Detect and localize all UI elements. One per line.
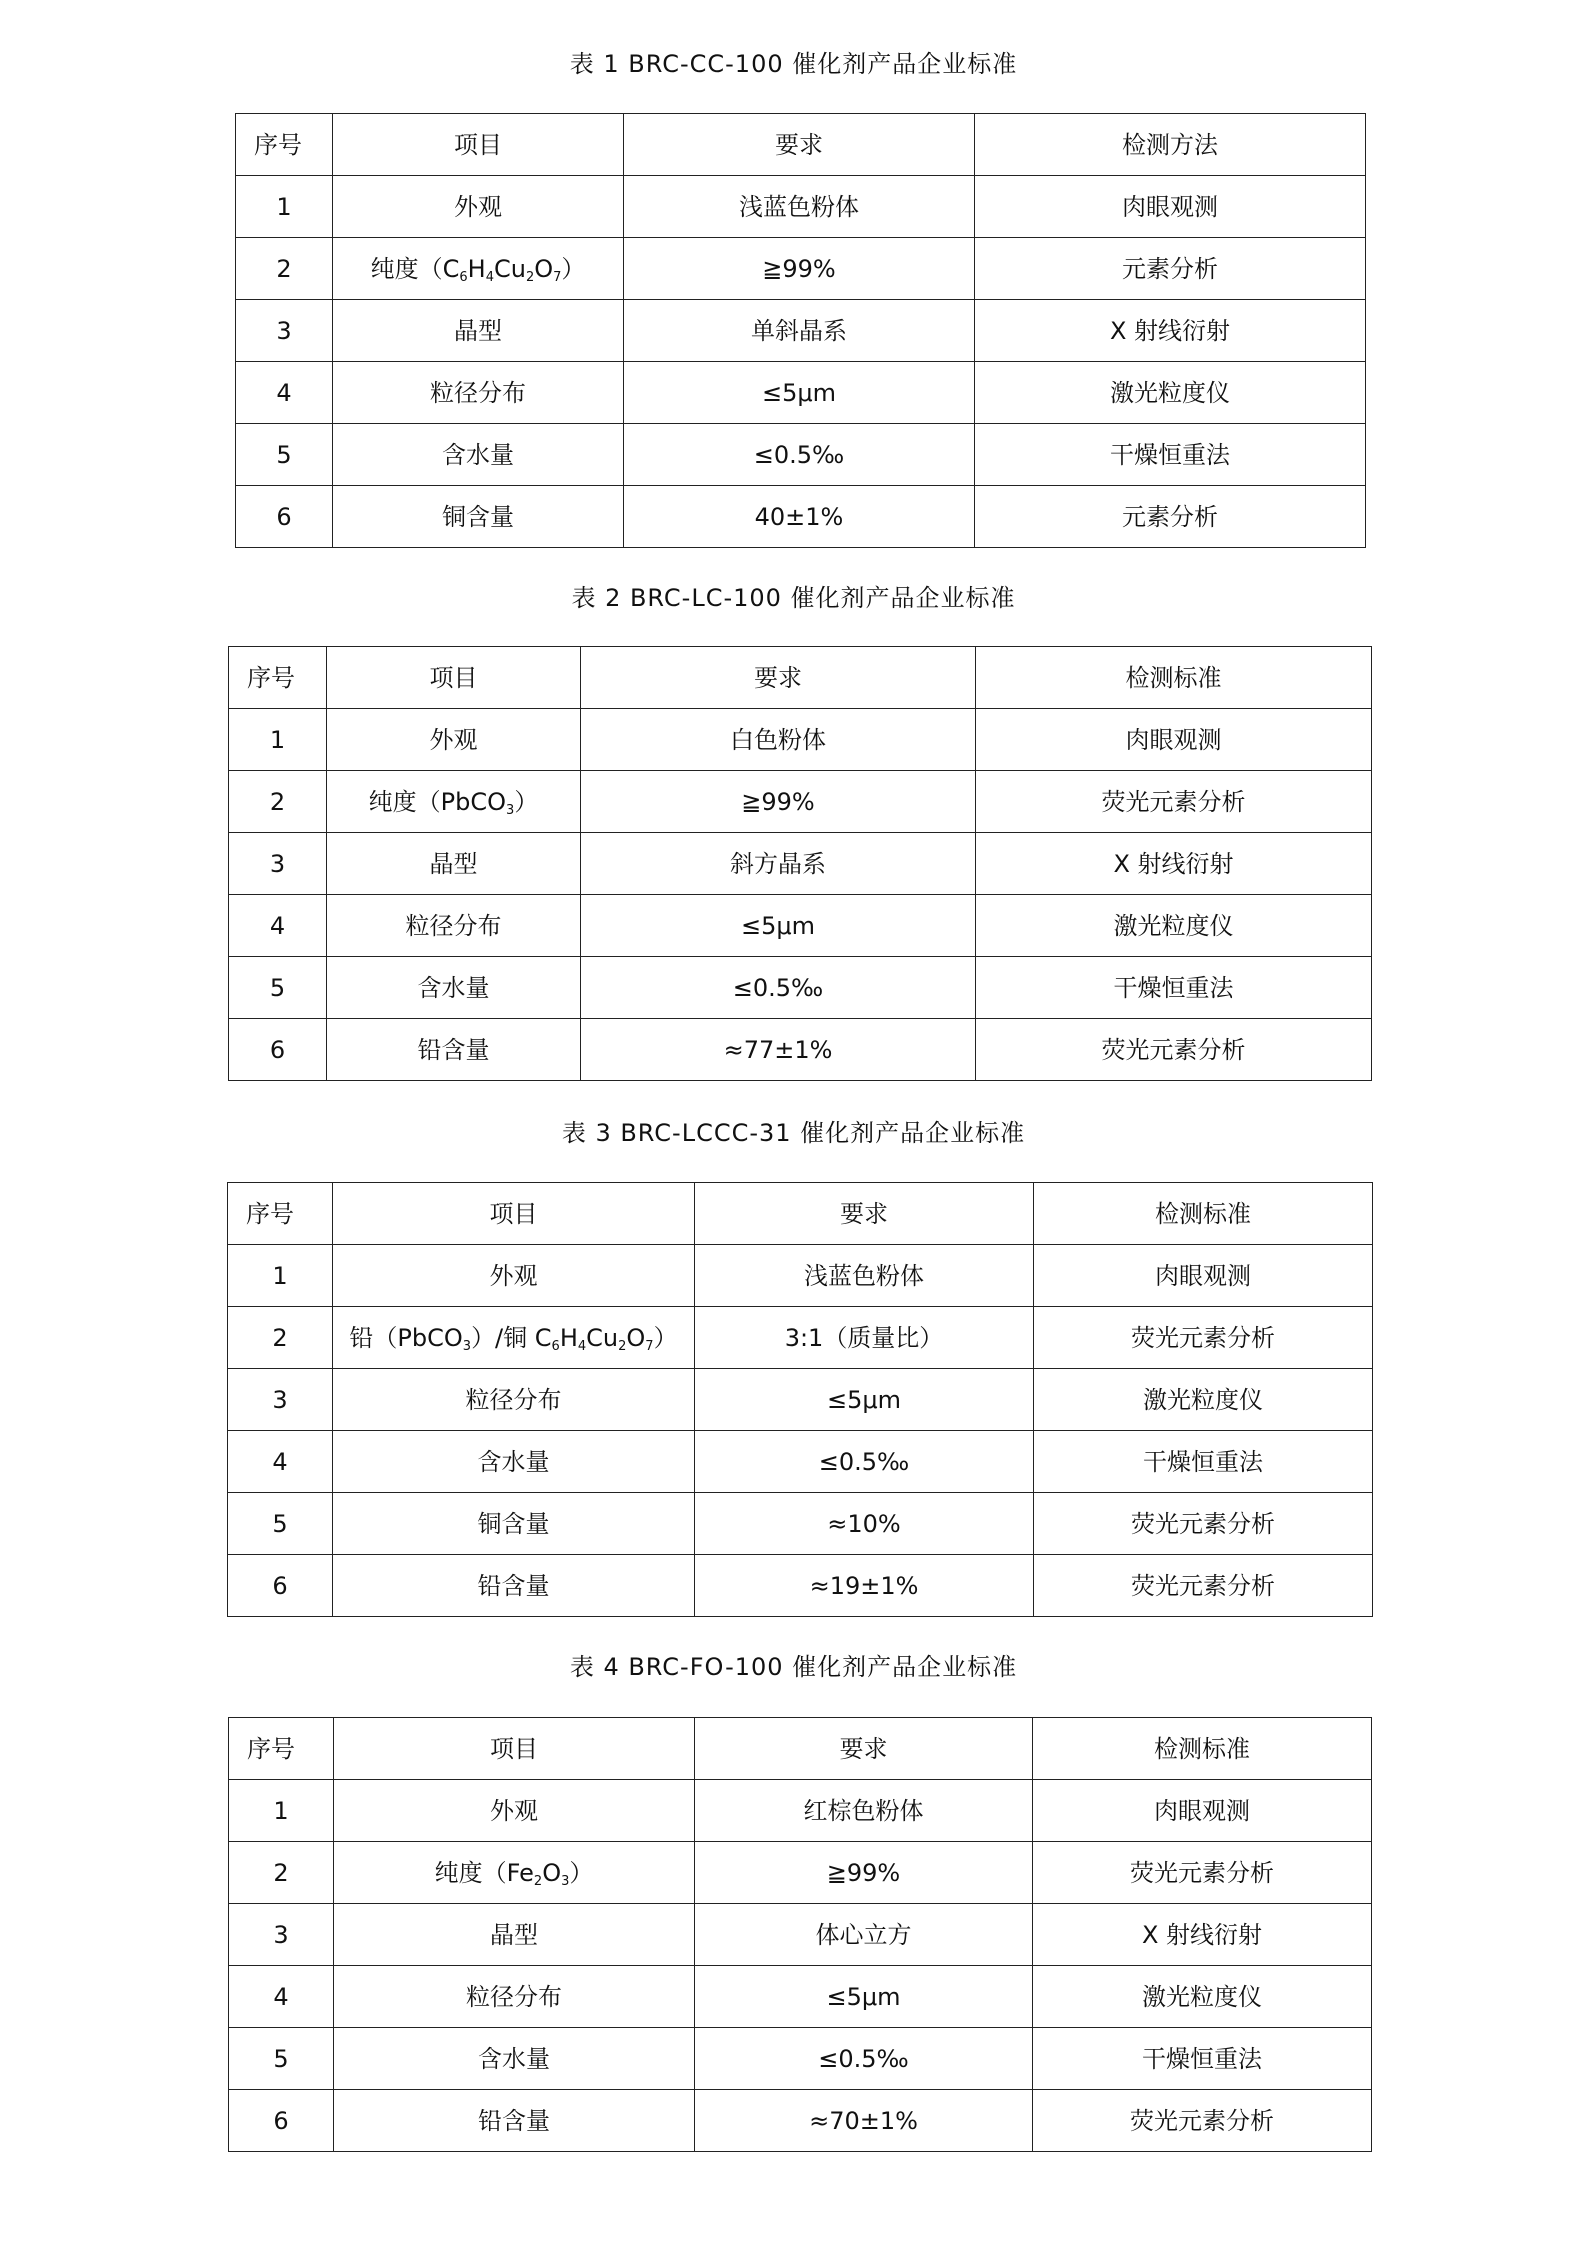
table-row: [229, 771, 1372, 833]
table-cell: [333, 238, 624, 300]
table-cell: 干燥恒重法: [1034, 1431, 1373, 1493]
table-cell: 单斜晶系: [624, 300, 975, 362]
table-header-row: [229, 1718, 1372, 1780]
table-cell: 粒径分布: [333, 362, 624, 424]
header-cell: 序号: [228, 1183, 333, 1245]
table-cell: 铅含量: [334, 2090, 695, 2152]
subscript: 2: [525, 270, 535, 285]
header-cell: 要求: [624, 114, 975, 176]
table-cell: 1: [229, 1780, 334, 1842]
table-cell: 含水量: [327, 957, 581, 1019]
table-cell: ≈19±1%: [695, 1555, 1034, 1617]
text-segment: H: [467, 255, 486, 283]
table-cell: 6: [228, 1555, 333, 1617]
table-row: [236, 486, 1366, 548]
table-title: 表 3 BRC-LCCC-31 催化剂产品企业标准: [561, 1119, 1026, 1147]
table-cell: 干燥恒重法: [975, 424, 1366, 486]
table-row: [236, 424, 1366, 486]
table-cell: ≈70±1%: [695, 2090, 1033, 2152]
table-cell: 荧光元素分析: [1034, 1307, 1373, 1369]
table-cell: ≤0.5‰: [624, 424, 975, 486]
text-segment: ）/铜 C: [471, 1324, 552, 1352]
table-cell: 6: [236, 486, 333, 548]
subscript: 4: [485, 270, 494, 285]
table-row: [229, 833, 1372, 895]
table-cell: 晶型: [334, 1904, 695, 1966]
table-cell: 荧光元素分析: [1034, 1555, 1373, 1617]
table-row: [228, 1369, 1373, 1431]
header-cell: 项目: [334, 1718, 695, 1780]
header-cell: 检测标准: [976, 647, 1372, 709]
table-row: [228, 1555, 1373, 1617]
table-cell: 5: [229, 957, 327, 1019]
table-title: 表 4 BRC-FO-100 催化剂产品企业标准: [569, 1653, 1018, 1681]
table-row: [229, 1780, 1372, 1842]
table-cell: 荧光元素分析: [1033, 2090, 1372, 2152]
table-cell: 荧光元素分析: [976, 1019, 1372, 1081]
table-cell: X 射线衍射: [976, 833, 1372, 895]
table-cell: ≧99%: [581, 771, 976, 833]
text-segment: 纯度（C: [370, 255, 460, 283]
table-cell: 元素分析: [975, 486, 1366, 548]
spec-table: [227, 1182, 1373, 1617]
table-cell: ≈77±1%: [581, 1019, 976, 1081]
header-cell: 序号: [236, 114, 333, 176]
subscript: 2: [618, 1339, 627, 1354]
table-title: 表 2 BRC-LC-100 催化剂产品企业标准: [571, 584, 1016, 612]
table-row: [229, 1019, 1372, 1081]
text-segment: O: [534, 255, 554, 283]
table-cell: 铜含量: [333, 1493, 695, 1555]
table-cell: 3: [229, 1904, 334, 1966]
table-cell: 干燥恒重法: [1033, 2028, 1372, 2090]
table-cell: 外观: [333, 1245, 695, 1307]
header-cell: 检测方法: [975, 114, 1366, 176]
subscript: 7: [645, 1339, 654, 1354]
text-segment: ）: [514, 788, 539, 816]
header-cell: 项目: [333, 114, 624, 176]
table-cell: 晶型: [333, 300, 624, 362]
header-cell: 序号: [229, 647, 327, 709]
table-cell: ≤0.5‰: [695, 2028, 1033, 2090]
spec-table: [228, 646, 1372, 1081]
table-row: [236, 300, 1366, 362]
table-cell: 外观: [334, 1780, 695, 1842]
table-cell: 肉眼观测: [1033, 1780, 1372, 1842]
table-cell: X 射线衍射: [1033, 1904, 1372, 1966]
subscript: 3: [561, 1874, 570, 1889]
table-cell: [334, 1842, 695, 1904]
table-cell: ≤5μm: [695, 1369, 1034, 1431]
subscript: 7: [553, 270, 562, 285]
table-cell: 6: [229, 2090, 334, 2152]
table-cell: 2: [229, 771, 327, 833]
table-row: [236, 238, 1366, 300]
table-cell: 1: [229, 709, 327, 771]
text-segment: Cu: [493, 255, 526, 283]
table-cell: 激光粒度仪: [1033, 1966, 1372, 2028]
text-segment: 纯度（Fe: [434, 1859, 534, 1887]
text-segment: ）: [653, 1324, 678, 1352]
table-cell: 3:1（质量比）: [695, 1307, 1034, 1369]
table-cell: ≧99%: [695, 1842, 1033, 1904]
table-cell: X 射线衍射: [975, 300, 1366, 362]
table-cell: 5: [228, 1493, 333, 1555]
table-cell: 含水量: [333, 424, 624, 486]
table-cell: 红棕色粉体: [695, 1780, 1033, 1842]
text-segment: 纯度（PbCO: [368, 788, 507, 816]
table-row: [228, 1493, 1373, 1555]
table-cell: ≤5μm: [695, 1966, 1033, 2028]
table-cell: 4: [229, 895, 327, 957]
table-cell: 斜方晶系: [581, 833, 976, 895]
table-cell: 1: [228, 1245, 333, 1307]
table-cell: 5: [229, 2028, 334, 2090]
table-title: 表 1 BRC-CC-100 催化剂产品企业标准: [569, 50, 1018, 78]
table-row: [229, 709, 1372, 771]
table-cell: 粒径分布: [333, 1369, 695, 1431]
table-cell: 粒径分布: [334, 1966, 695, 2028]
subscript: 2: [533, 1874, 543, 1889]
table-cell: ≤5μm: [624, 362, 975, 424]
text-segment: ）: [569, 1859, 594, 1887]
table-cell: 4: [228, 1431, 333, 1493]
table-cell: 白色粉体: [581, 709, 976, 771]
table-row: [229, 1842, 1372, 1904]
subscript: 6: [551, 1339, 560, 1354]
table-cell: [327, 771, 581, 833]
table-cell: 5: [236, 424, 333, 486]
table-row: [229, 1966, 1372, 2028]
table-cell: 浅蓝色粉体: [695, 1245, 1034, 1307]
table-cell: 铅含量: [333, 1555, 695, 1617]
table-cell: 含水量: [333, 1431, 695, 1493]
table-cell: 肉眼观测: [976, 709, 1372, 771]
subscript: 4: [577, 1339, 587, 1354]
table-cell: 铜含量: [333, 486, 624, 548]
text-segment: O: [626, 1324, 646, 1352]
header-cell: 序号: [229, 1718, 334, 1780]
table-row: [229, 2028, 1372, 2090]
table-cell: 肉眼观测: [975, 176, 1366, 238]
table-cell: 晶型: [327, 833, 581, 895]
header-cell: 检测标准: [1033, 1718, 1372, 1780]
table-cell: 外观: [333, 176, 624, 238]
table-cell: 3: [229, 833, 327, 895]
table-cell: 荧光元素分析: [1033, 1842, 1372, 1904]
table-cell: 外观: [327, 709, 581, 771]
table-cell: 荧光元素分析: [976, 771, 1372, 833]
table-cell: 40±1%: [624, 486, 975, 548]
text-segment: H: [559, 1324, 578, 1352]
header-cell: 项目: [327, 647, 581, 709]
table-header-row: [228, 1183, 1373, 1245]
table-cell: [333, 1307, 695, 1369]
table-row: [228, 1431, 1373, 1493]
text-segment: Cu: [586, 1324, 619, 1352]
table-cell: ≤0.5‰: [581, 957, 976, 1019]
table-cell: 体心立方: [695, 1904, 1033, 1966]
table-header-row: [229, 647, 1372, 709]
table-header-row: [236, 114, 1366, 176]
table-row: [229, 957, 1372, 1019]
subscript: 6: [459, 270, 468, 285]
table-cell: 荧光元素分析: [1034, 1493, 1373, 1555]
table-cell: 激光粒度仪: [1034, 1369, 1373, 1431]
table-cell: 3: [236, 300, 333, 362]
spec-table: [235, 113, 1366, 548]
table-cell: 粒径分布: [327, 895, 581, 957]
table-cell: 浅蓝色粉体: [624, 176, 975, 238]
table-row: [229, 2090, 1372, 2152]
header-cell: 要求: [695, 1183, 1034, 1245]
subscript: 3: [462, 1339, 472, 1354]
table-cell: 6: [229, 1019, 327, 1081]
table-cell: 铅含量: [327, 1019, 581, 1081]
table-cell: 3: [228, 1369, 333, 1431]
table-row: [236, 362, 1366, 424]
header-cell: 要求: [695, 1718, 1033, 1780]
table-cell: 含水量: [334, 2028, 695, 2090]
table-cell: ≤5μm: [581, 895, 976, 957]
text-segment: 铅（PbCO: [349, 1324, 463, 1352]
header-cell: 检测标准: [1034, 1183, 1373, 1245]
table-cell: 激光粒度仪: [976, 895, 1372, 957]
table-cell: ≧99%: [624, 238, 975, 300]
table-cell: ≤0.5‰: [695, 1431, 1034, 1493]
table-cell: 1: [236, 176, 333, 238]
table-cell: 2: [228, 1307, 333, 1369]
table-cell: 干燥恒重法: [976, 957, 1372, 1019]
subscript: 3: [506, 803, 515, 818]
table-cell: 激光粒度仪: [975, 362, 1366, 424]
table-cell: 肉眼观测: [1034, 1245, 1373, 1307]
table-row: [228, 1307, 1373, 1369]
table-row: [229, 895, 1372, 957]
header-cell: 项目: [333, 1183, 695, 1245]
table-cell: 元素分析: [975, 238, 1366, 300]
table-cell: 2: [236, 238, 333, 300]
header-cell: 要求: [581, 647, 976, 709]
table-row: [228, 1245, 1373, 1307]
spec-table: [228, 1717, 1372, 2152]
text-segment: ）: [561, 255, 586, 283]
table-row: [229, 1904, 1372, 1966]
text-segment: O: [542, 1859, 562, 1887]
table-cell: ≈10%: [695, 1493, 1034, 1555]
table-cell: 4: [229, 1966, 334, 2028]
table-cell: 2: [229, 1842, 334, 1904]
table-row: [236, 176, 1366, 238]
table-cell: 4: [236, 362, 333, 424]
